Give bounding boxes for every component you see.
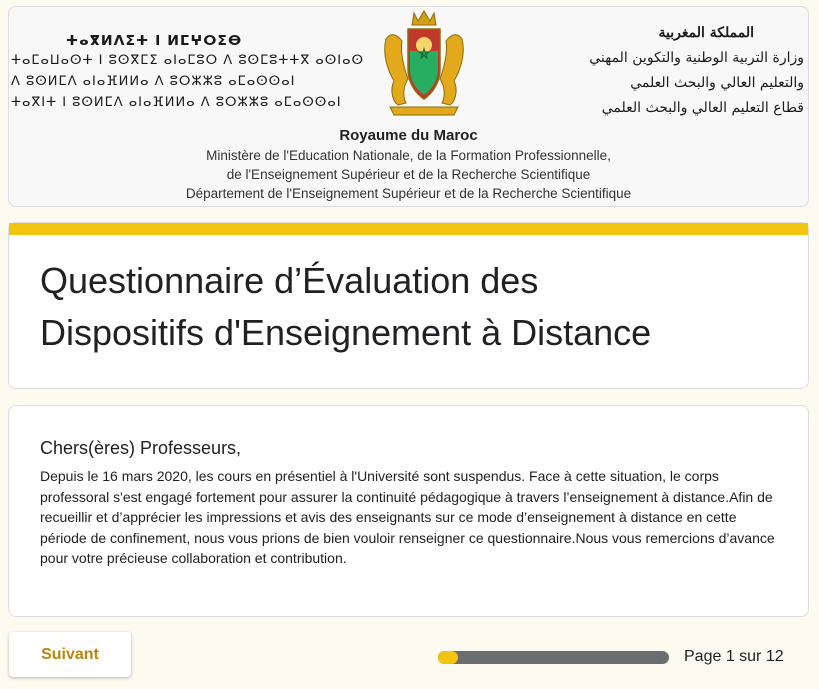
description-text: Depuis le 16 mars 2020, les cours en présentiel à l'Université sont suspendus. Face à cette situation, le corps professoral s'est engagé fortement pour assurer la continuité pédagogique à travers l’enseignement à distance.Afin de recueillir et d’apprécier les impressions et avis des enseignants sur ce mode d’enseignement à distance en cette période de confinement, nous vous prions de bien vouloir renseigner ce questionnaire.Nous vous remercions d’avance pour votre précieuse collaboration et contribution.	[40, 468, 775, 566]
page-indicator: Page 1 sur 12	[684, 648, 784, 665]
arabic-line: قطاع التعليم العالي والبحث العلمي	[601, 100, 804, 116]
arabic-line: المملكة المغربية	[658, 25, 754, 41]
tifinagh-line: ⵜⴰⴳⵍⴷⵉⵜ ⵏ ⵍⵎⵖⵔⵉⴱ	[65, 33, 243, 49]
arabic-line: والتعليم العالي والبحث العلمي	[630, 75, 804, 91]
progress-fill	[438, 651, 458, 664]
header-banner	[8, 6, 809, 207]
ministry-line: Ministère de l'Education Nationale, de la Formation Professionnelle,	[206, 148, 611, 163]
ministry-line: Département de l'Enseignement Supérieur et de la Recherche Scientifique	[185, 186, 632, 201]
form-title-line: Questionnaire d’Évaluation des	[40, 260, 539, 301]
form-title-card	[8, 222, 809, 389]
progress-bar	[438, 651, 669, 664]
greeting-heading: Chers(ères) Professeurs,	[40, 438, 242, 458]
tifinagh-header	[9, 33, 365, 116]
ministry-line: de l'Enseignement Supérieur et de la Recherche Scientifique	[226, 167, 591, 182]
arabic-header	[564, 25, 804, 125]
accent-bar	[9, 223, 808, 235]
royaume-title: Royaume du Maroc	[339, 127, 478, 144]
tifinagh-line: ⵜⴰⴳⵏⵜ ⵏ ⵓⵙⵍⵎⴷ ⴰⵏⴰⴼⵍⵍⴰ ⴷ ⵓⵔⵣⵣⵓ ⴰⵎⴰⵙⵙⴰⵏ	[11, 95, 342, 110]
next-button[interactable]: Suivant	[9, 632, 131, 677]
form-title	[40, 255, 800, 359]
tifinagh-line: ⴷ ⵓⵙⵍⵎⴷ ⴰⵏⴰⴼⵍⵍⴰ ⴷ ⵓⵔⵣⵣⵓ ⴰⵎⴰⵙⵙⴰⵏ	[11, 74, 296, 89]
description-card	[8, 405, 809, 617]
tifinagh-line: ⵜⴰⵎⴰⵡⴰⵙⵜ ⵏ ⵓⵙⴳⵎⵉ ⴰⵏⴰⵎⵓⵔ ⴷ ⵓⵙⵎⵓⵜⵜⴳ ⴰⵙⵏⴰⵙ	[11, 53, 365, 68]
arabic-line: وزارة التربية الوطنية والتكوين المهني	[589, 50, 804, 66]
coat-of-arms-icon	[380, 9, 468, 119]
form-title-line: Dispositifs d'Enseignement à Distance	[40, 312, 652, 353]
